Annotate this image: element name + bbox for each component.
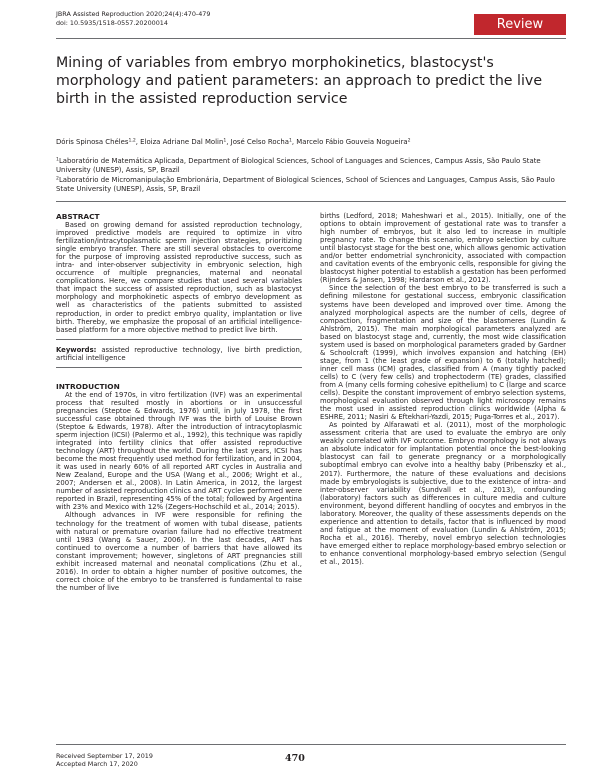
right-column — [320, 212, 566, 566]
page-number: 470 — [285, 753, 305, 764]
keywords-text: assisted reproductive technology, live birth prediction, artificial intelligence — [56, 345, 302, 362]
author-affil-ref: 2 — [407, 138, 411, 144]
affiliation-number: 2 — [56, 176, 59, 182]
journal-citation: JBRA Assisted Reproduction 2020;24(4):470-479 — [56, 10, 211, 18]
doi: doi: 10.5935/1518-0557.20200014 — [56, 19, 168, 27]
paragraph: As pointed by Alfarawati et al. (2011), most of the morphologic assessment criteria that are used to evaluate the embryo are only weakly correlated with IVF outcome. Embryo morphology is not always an absolute indicator for implantation potential once the best-looking blastocyst can fail to generate pregnancy or a morphologically suboptimal embryo can evolve into a healthy baby (Pribenszky et al., 2017). Furthermore, the nature of these evaluations and decisions made by embryologists is subjective, due to the existence of intra- and inter-observer variability (Sundvall et al., 2013), confounding (laboratory) factors such as differences in culture media and culture environment, beyond different handling of oocytes and embryos in the laboratory. Moreover, the quality of these assessments depends on the experience and attention to details, factor that is influenced by mood and fatigue at the moment of evaluation (Lundin & Ahlström, 2015; Rocha et al., 2016). Thereby, novel embryo selection technologies have emerged either to replace morphology-based embryo selection or to enhance conventional morphology-based embryo selection (Sengul et al., 2015). — [320, 421, 566, 567]
abstract-text: Based on growing demand for assisted reproduction technology, improved predictive models are required to optimize in vitro fertilization/intracytoplasmatic sperm injection strategies, prioritizing single embryo transfer. There are still several obstacles to overcome for the purpose of improving assisted reproductive success, such as intra- and inter-observer subjectivity in embryonic selection, high occurrence of multiple pregnancies, maternal and neonatal complications. Here, we compare studies that used several variables that impact the success of assisted reproduction, such as blastocyst morphology and morphokinetic aspects of embryo development as well as characteristics of the patients submitted to assisted reproduction, in order to predict embryo quality, implantation or live birth. Thereby, we emphasize the proposal of an artificial intelligence-based platform for a more objective method to predict live birth. — [56, 221, 302, 334]
author-name: José Celso Rocha — [230, 138, 289, 146]
keywords-label: Keywords: — [56, 345, 97, 354]
header-rule — [56, 38, 566, 39]
author-name: Eloiza Adriane Dal Molin — [140, 138, 224, 146]
abstract-heading: ABSTRACT — [56, 212, 100, 221]
article-title: Mining of variables from embryo morphokinetics, blastocyst's morphology and patient parameters: an approach to predict the live birth in the assisted reproduction service — [56, 55, 543, 107]
author-affil-ref: 1 — [288, 138, 292, 144]
author-affil-ref: 1 — [223, 138, 227, 144]
affiliation-text: Laboratório de Micromanipulação Embrionária, Department of Biological Sciences, School of Sciences and Languages, Campus Assis, São Paulo State University (UNESP), Assis, SP, Brazil — [56, 176, 555, 193]
author-list: Dóris Spinosa Chéles$^{1,2}$, Eloiza Adriane Dal Molin$^1$, José Celso Rocha$^1$, Marcelo Fábio Gouveia Nogueira$^2$ — [56, 138, 411, 146]
paragraph: At the end of 1970s, in vitro fertilization (IVF) was an experimental process that resulted mostly in abortions or in unsuccessful pregnancies (Steptoe & Edwards, 1976) until, in July 1978, the first successful case obtained through IVF was the birth of Louise Brown (Steptoe & Edwards, 1978). After the introduction of intracytoplasmic sperm injection (ICSI) (Palermo et al., 1992), this technique was rapidly integrated into fertility clinics that offer assisted reproductive technology (ART) throughout the world. During the last years, ICSI has become the most frequently used method for fertilization, and in 2004, it was used in nearly 60% of all reported ART cycles in Australia and New Zealand, Europe and the USA (Wang et al., 2006; Wright et al., 2007; Andersen et al., 2008). In Latin America, in 2012, the largest number of assisted reproduction clinics and ART cycles performed were reported in Brazil, representing 45% of the total; followed by Argentina with 23% and Mexico with 12% (Zegers-Hochschild et al., 2014; 2015). — [56, 390, 302, 512]
affiliation-text: Laboratório de Matemática Aplicada, Department of Biological Sciences, School of Languages and Sciences, Campus Assis, São Paulo State University (UNESP), Assis, SP, Brazil — [56, 157, 541, 174]
left-column — [56, 212, 302, 592]
affiliation — [56, 176, 566, 194]
accepted-date: Accepted March 17, 2020 — [56, 760, 138, 768]
affiliation-rule — [56, 201, 566, 202]
footer-rule — [56, 744, 566, 745]
paragraph: Although advances in IVF were responsible for refining the technology for the treatment of women with tubal disease, patients with natural or premature ovarian failure had no effective treatment until 1983 (Wang & Sauer, 2006). In the last decades, ART has continued to overcome a number of barriers that have allowed its constant improvement; however, singletons of ART pregnancies still exhibit increased maternal and neonatal complications (Zhu et al., 2016). In order to obtain a higher number of positive outcomes, the correct choice of the embryo to be transferred is fundamental to raise the number of live — [56, 511, 302, 592]
author-name: Dóris Spinosa Chéles — [56, 138, 129, 146]
introduction-heading: INTRODUCTION — [56, 381, 120, 391]
footer-dates — [56, 752, 153, 768]
affiliation — [56, 157, 566, 175]
paragraph: births (Ledford, 2018; Maheshwari et al., 2015). Initially, one of the options to obtain improvement of gestational rate was to transfer a high number of embryos, but it also led to increase in multiple pregnancy rate. To change this scenario, embryo selection by culture until blastocyst stage for the best one, which allows genomic activation and/or better endometrial synchronicity, associated with compaction and cavitation events of the embryonic cells, responsible for giving the blastocyst higher potential to establish a gestation has been performed (Rijnders & Jansen, 1998; Hardarson et al., 2012). — [320, 212, 566, 285]
affiliation-number: 1 — [56, 157, 59, 163]
keywords — [56, 346, 302, 362]
author-affil-ref: 1,2 — [128, 138, 136, 144]
journal-header — [56, 10, 210, 28]
paragraph: Since the selection of the best embryo to be transferred is such a defining milestone for gestational success, embryonic classification systems have been developed and improved over time. Among the analyzed morphological aspects are the number of cells, degree of compaction, fragmentation and size of the blastomeres (Lundin & Ahlström, 2015). The main morphological parameters analyzed are based on blastocyst stage and, currently, the most wide classification system used is based on morphological parameters graded by Gardner & Schoolcraft (1999), which involves expansion and hatching (EH) stage, from 1 (the least grade of expansion) to 6 (totally hatched); inner cell mass (ICM) grades, classified from A (many tightly packed cells) to C (very few cells) and trophectoderm (TE) grades, classified from A (many cells forming cohesive epithelium) to C (large and scarce cells). Despite the constant improvement of embryo selection systems, morphological evaluation observed through light microscopy remains the most used in assisted reproduction clinics worldwide (Alpha & ESHRE, 2011; Nasiri & Eftekhari-Yazdi, 2015; Puga-Torres et al., 2017). — [320, 284, 566, 422]
received-date: Received September 17, 2019 — [56, 752, 153, 760]
author-name: Marcelo Fábio Gouveia Nogueira — [296, 138, 408, 146]
section-tag: Review — [474, 14, 566, 35]
